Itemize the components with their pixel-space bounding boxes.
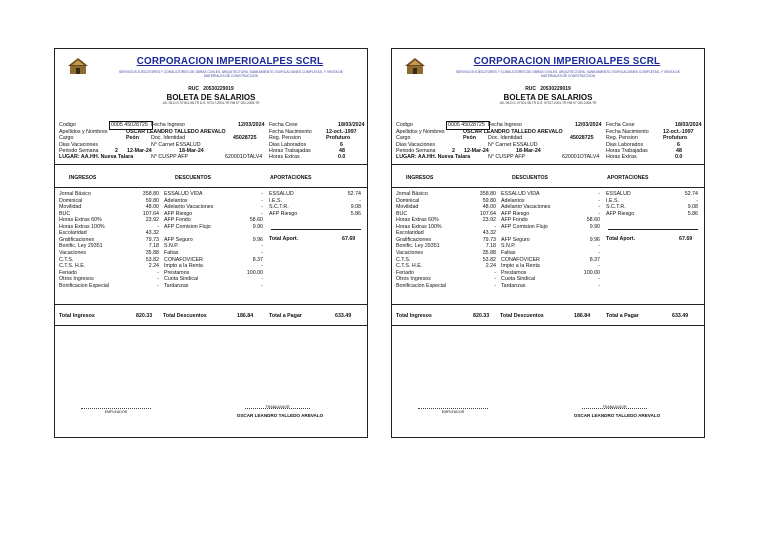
descuentos-item-value: - [598,191,600,197]
codigo-value: 0005 45028725 [111,122,148,128]
company-name: CORPORACION IMPERIOALPES SCRL [136,56,324,67]
ingresos-heading: INGRESOS [69,175,97,181]
fecha-cese-value: 18/03/2024 [675,122,702,128]
employer-signature-line [81,408,151,409]
descuentos-item-label: AFP Riesgo [164,210,193,217]
ingresos-item-label: Dominical [396,197,420,204]
aportaciones-item-value: 5.86 [350,210,361,217]
descuentos-item-label: AFP Fondo [164,217,191,224]
apellidos-label: Apellidos y Nombres [396,129,445,135]
totals-divider-bottom [392,325,704,326]
ingresos-item-label: C.T.S. [59,256,74,263]
descuentos-item-value: - [598,197,600,204]
ingresos-item-label: Otros Ingresos [396,276,431,283]
ingresos-item-value: 79.73 [482,236,496,243]
employee-name: OSCAR LEANDRO TALLEDO AREVALO [126,129,226,135]
ingresos-item-value: 53.82 [145,256,159,263]
periodo-num: 2 [452,148,455,154]
ingresos-item-value: 43.32 [482,230,496,237]
descuentos-item-value: 8.37 [252,256,263,263]
fecha-nac-label: Fecha Nacimiento [606,129,649,135]
aportaciones-item-value: 9.08 [687,204,698,211]
descuentos-item-value: - [261,243,263,250]
total-descuentos-label: Total Descuentos [163,313,207,319]
total-aport-value: 67.69 [342,236,356,242]
header-divider-bottom [392,187,704,188]
ingresos-item-value: - [157,282,159,289]
ruc-line [55,87,367,93]
ingresos-item-label: Vacaciones [59,249,86,256]
aportaciones-item-label: AFP Riesgo [606,210,635,217]
document-title: BOLETA DE SALARIOS [503,93,593,102]
horas-trabajadas-value: 48 [676,148,682,154]
salary-slip-copy [391,48,705,438]
aportaciones-item-value: 5.86 [687,210,698,217]
ingresos-item-label: Feriado [59,269,77,276]
descuentos-item-value: - [261,210,263,217]
employer-signature-label: EMPLEADOR [441,410,465,414]
total-descuentos-label: Total Descuentos [500,313,544,319]
descuentos-heading: DESCUENTOS [175,175,211,181]
periodo-hasta: 18-Mar-24 [516,148,541,154]
aportaciones-item-label: I.E.S. [606,197,619,204]
total-descuentos-value: 186.84 [574,313,591,319]
aportaciones-item-value: 52.74 [347,191,361,197]
dias-laborados-label: Dias Laborados [606,142,644,148]
total-ingresos-label: Total Ingresos [59,313,95,319]
descuentos-item-label: Tardanzas [164,282,189,289]
doc-identidad-label: Doc. Identidad [151,135,186,141]
company-logo [67,57,89,75]
worker-signature-name: OSCAR LEANDRO TALLEDO AREVALO [573,413,661,418]
cargo-label: Cargo [59,135,74,141]
ingresos-item-label: Escolaridad [396,230,424,237]
horas-trabajadas-label: Horas Trabajadas [269,148,311,154]
ingresos-item-label: C.T.S. H.E. [59,263,86,270]
aportaciones-item-label: S.C.T.R. [269,204,289,211]
employer-signature-line [418,408,488,409]
total-aport-label: Total Aport. [606,236,636,242]
cuspp-value: 620001OTALV4 [225,154,263,160]
aportaciones-item-label: ESSALUD [269,191,294,197]
descuentos-item-value: - [261,204,263,211]
descuentos-item-label: AFP Fondo [501,217,528,224]
ingresos-item-label: Bonificacion Especial [59,282,110,289]
descuentos-item-label: Prestamos [501,269,527,276]
aport-total-rule [271,229,361,230]
ingresos-item-label: Movilidad [396,204,419,211]
essalud-label: N° Carnet ESSALUD [488,142,538,148]
ruc-line [392,87,704,93]
descuentos-item-value: - [598,243,600,250]
ingresos-item-value: 35.88 [145,249,159,256]
horas-extras-label: Horas Extras [606,154,637,160]
vacaciones-label: Dias Vacaciones [59,142,99,148]
aportaciones-item-value: 9.08 [350,204,361,211]
document-title: BOLETA DE SALARIOS [166,93,256,102]
descuentos-item-label: ESSALUD VIDA [164,191,203,197]
ingresos-item-value: 107.64 [142,210,159,217]
descuentos-item-value: - [598,276,600,283]
dias-laborados-label: Dias Laborados [269,142,307,148]
aportaciones-item-label: ESSALUD [606,191,631,197]
descuentos-item-value: 8.37 [589,256,600,263]
ingresos-item-value: - [494,276,496,283]
ingresos-item-value: 358.80 [479,191,496,197]
codigo-label: Codigo [396,122,413,128]
horas-extras-value: 0.0 [338,154,346,160]
ruc-value: 20530229019 [203,86,234,92]
fecha-ingreso-label: Fecha Ingreso [151,122,185,128]
cargo-value: Peón [126,135,139,141]
descuentos-item-value: 9.90 [252,223,263,230]
fecha-nac-value: 12-oct.-1997 [326,129,357,135]
total-pagar-label: Total a Pagar [606,313,639,319]
vacaciones-label: Dias Vacaciones [396,142,436,148]
periodo-desde: 12-Mar-24 [464,148,489,154]
legal-references: AS. 05-D.S. N°001-98-TR D.S. N°017-2001-TR RM N° 020-2008-TR [162,101,260,105]
aportaciones-item-value: 52.74 [684,191,698,197]
descuentos-item-label: AFP Seguro [501,236,530,243]
ingresos-item-label: Dominical [59,197,83,204]
ingresos-item-value: - [157,269,159,276]
descuentos-item-label: Faltas [164,249,179,256]
codigo-label: Codigo [59,122,76,128]
ingresos-item-label: BUC [59,210,71,217]
ingresos-item-label: Jornal Básico [396,191,428,197]
periodo-desde: 12-Mar-24 [127,148,152,154]
descuentos-item-value: 9.90 [589,223,600,230]
ingresos-item-value: 2.24 [485,263,496,270]
aportaciones-item-value: - [359,197,361,204]
fecha-ingreso-value: 12/03/2024 [575,122,602,128]
total-pagar-value: 633.49 [672,313,689,319]
descuentos-item-value: 9.96 [252,236,263,243]
descuentos-item-label: AFP Seguro [164,236,193,243]
descuentos-item-label: AFP Comision Flujo [164,223,211,230]
ingresos-item-value: 48.00 [482,204,496,211]
ingresos-item-value: - [494,269,496,276]
ingresos-item-label: Feriado [396,269,414,276]
worker-signature-label: TRABAJADOR [265,405,290,409]
apellidos-label: Apellidos y Nombres [59,129,108,135]
descuentos-item-value: - [261,276,263,283]
ingresos-item-label: Otros Ingresos [59,276,94,283]
ingresos-item-value: 358.80 [142,191,159,197]
ingresos-item-label: Bonificacion Especial [396,282,447,289]
company-name: CORPORACION IMPERIOALPES SCRL [473,56,661,67]
cargo-label: Cargo [396,135,411,141]
periodo-label: Periodo Semana [59,148,99,154]
descuentos-item-value: - [261,282,263,289]
horas-trabajadas-value: 48 [339,148,345,154]
total-pagar-value: 633.49 [335,313,352,319]
ingresos-item-value: 48.00 [145,204,159,211]
ingresos-item-label: C.T.S. [396,256,411,263]
ingresos-item-value: - [157,276,159,283]
dias-laborados-value: 6 [340,142,343,148]
ruc-value: 20530229019 [540,86,571,92]
descuentos-item-value: - [598,282,600,289]
descuentos-item-label: Adelantos [164,197,188,204]
descuentos-item-label: Adelanto Vacaciones [501,204,551,211]
fecha-cese-label: Fecha Cese [606,122,635,128]
employee-name: OSCAR LEANDRO TALLEDO AREVALO [463,129,563,135]
aportaciones-item-label: AFP Riesgo [269,210,298,217]
descuentos-item-label: CONAFOVICER [501,256,540,263]
ruc-label: RUC [525,86,537,92]
ingresos-heading: INGRESOS [406,175,434,181]
cuspp-label: N° CUSPP AFP [488,154,526,160]
salary-slip-original [54,48,368,438]
worker-signature-label: TRABAJADOR [602,405,627,409]
doc-identidad-value: 45028725 [233,135,257,141]
dias-laborados-value: 6 [677,142,680,148]
horas-trabajadas-label: Horas Trabajadas [606,148,648,154]
descuentos-item-label: ESSALUD VIDA [501,191,540,197]
descuentos-item-value: - [598,204,600,211]
reg-pension-label: Reg. Pension [269,135,301,141]
ingresos-item-label: Movilidad [59,204,82,211]
totals-divider-bottom [55,325,367,326]
essalud-label: N° Carnet ESSALUD [151,142,201,148]
descuentos-item-value: - [261,263,263,270]
descuentos-item-label: Tardanzas [501,282,526,289]
cuspp-label: N° CUSPP AFP [151,154,189,160]
descuentos-item-label: Adelantos [501,197,525,204]
aport-total-rule [608,229,698,230]
descuentos-item-label: AFP Riesgo [501,210,530,217]
ingresos-item-value: - [494,223,496,230]
descuentos-item-label: Faltas [501,249,516,256]
reg-pension-label: Reg. Pension [606,135,638,141]
header-divider-top [392,164,704,165]
company-tagline: SERVICIOS EJECUTORES Y CONSULTORES DE OBRAS CIVILES, ARQUITECTURA, SANEAMIENTO, EDIFICACIONES COMPLETAS, Y VENTA DE MATERIALES DE CONSTRUCCION [456,70,680,79]
header-divider-top [55,164,367,165]
ingresos-item-value: 79.73 [145,236,159,243]
aportaciones-heading: APORTACIONES [270,175,312,181]
employer-signature-label: EMPLEADOR [104,410,128,414]
aportaciones-item-value: - [696,197,698,204]
descuentos-item-value: - [261,197,263,204]
fecha-nac-label: Fecha Nacimiento [269,129,312,135]
descuentos-item-value: - [261,191,263,197]
descuentos-item-value: - [261,249,263,256]
lugar-label: LUGAR: AA.HH. Nueva Talara [59,154,134,160]
totals-divider [392,304,704,305]
ingresos-item-value: 53.82 [482,256,496,263]
ingresos-item-label: Horas Extras 100% [396,223,442,230]
cuspp-value: 620001OTALV4 [562,154,600,160]
ruc-label: RUC [188,86,200,92]
ingresos-item-value: 7.18 [148,243,159,250]
ingresos-item-label: Horas Extras 100% [59,223,105,230]
fecha-ingreso-label: Fecha Ingreso [488,122,522,128]
ingresos-item-label: BUC [396,210,408,217]
header-divider-bottom [55,187,367,188]
ingresos-item-label: Bonific. Ley 29351 [59,243,103,250]
periodo-label: Periodo Semana [396,148,436,154]
ingresos-item-label: Horas Extras 60% [59,217,102,224]
horas-extras-label: Horas Extras [269,154,300,160]
periodo-num: 2 [115,148,118,154]
ingresos-item-label: Escolaridad [59,230,87,237]
ingresos-item-value: 59.80 [482,197,496,204]
ingresos-item-value: 43.32 [145,230,159,237]
ingresos-item-label: Vacaciones [396,249,423,256]
ingresos-item-value: 23.92 [482,217,496,224]
descuentos-item-label: Impto a la Renta [501,263,540,270]
descuentos-item-label: AFP Comision Flujo [501,223,548,230]
total-aport-value: 67.69 [679,236,693,242]
ingresos-item-value: 35.88 [482,249,496,256]
ingresos-item-value: - [157,223,159,230]
ingresos-item-label: Jornal Básico [59,191,91,197]
descuentos-item-label: Cuota Sindical [501,276,536,283]
horas-extras-value: 0.0 [675,154,683,160]
ingresos-item-label: Gratificaciones [396,236,432,243]
descuentos-item-value: - [598,210,600,217]
ingresos-item-value: 2.24 [148,263,159,270]
company-logo [404,57,426,75]
legal-references: AS. 05-D.S. N°001-98-TR D.S. N°017-2001-TR RM N° 020-2008-TR [499,101,597,105]
total-ingresos-value: 820.33 [136,313,153,319]
cargo-value: Peón [463,135,476,141]
descuentos-item-label: Impto a la Renta [164,263,203,270]
descuentos-item-value: - [598,263,600,270]
descuentos-item-label: Prestamos [164,269,190,276]
fecha-nac-value: 12-oct.-1997 [663,129,694,135]
ingresos-item-value: 59.80 [145,197,159,204]
aportaciones-item-label: I.E.S. [269,197,282,204]
codigo-value: 0005 45028725 [448,122,485,128]
lugar-label: LUGAR: AA.HH. Nueva Talara [396,154,471,160]
descuentos-item-value: 100.00 [583,269,600,276]
descuentos-item-label: S.N.P. [164,243,179,250]
doc-identidad-label: Doc. Identidad [488,135,523,141]
reg-pension-value: Profuturo [663,135,688,141]
doc-identidad-value: 45028725 [570,135,594,141]
total-ingresos-value: 820.33 [473,313,490,319]
ingresos-item-value: 107.64 [479,210,496,217]
periodo-hasta: 18-Mar-24 [179,148,204,154]
worker-signature-name: OSCAR LEANDRO TALLEDO AREVALO [236,413,324,418]
descuentos-heading: DESCUENTOS [512,175,548,181]
aportaciones-item-label: S.C.T.R. [606,204,626,211]
descuentos-item-label: Adelanto Vacaciones [164,204,214,211]
total-ingresos-label: Total Ingresos [396,313,432,319]
total-pagar-label: Total a Pagar [269,313,302,319]
descuentos-item-label: CONAFOVICER [164,256,203,263]
descuentos-item-value: - [598,249,600,256]
aportaciones-heading: APORTACIONES [607,175,649,181]
fecha-cese-value: 18/03/2024 [338,122,365,128]
total-descuentos-value: 186.84 [237,313,254,319]
descuentos-item-label: S.N.P. [501,243,516,250]
descuentos-item-value: 58.60 [249,217,263,224]
totals-divider [55,304,367,305]
ingresos-item-value: 7.18 [485,243,496,250]
company-tagline: SERVICIOS EJECUTORES Y CONSULTORES DE OBRAS CIVILES, ARQUITECTURA, SANEAMIENTO, EDIFICACIONES COMPLETAS, Y VENTA DE MATERIALES DE CONSTRUCCION [119,70,343,79]
descuentos-item-label: Cuota Sindical [164,276,199,283]
ingresos-item-value: - [494,282,496,289]
ingresos-item-value: 23.92 [145,217,159,224]
descuentos-item-value: 9.96 [589,236,600,243]
fecha-cese-label: Fecha Cese [269,122,298,128]
ingresos-item-label: Bonific. Ley 29351 [396,243,440,250]
total-aport-label: Total Aport. [269,236,299,242]
ingresos-item-label: Gratificaciones [59,236,95,243]
ingresos-item-label: Horas Extras 60% [396,217,439,224]
descuentos-item-value: 100.00 [246,269,263,276]
ingresos-item-label: C.T.S. H.E. [396,263,423,270]
fecha-ingreso-value: 12/03/2024 [238,122,265,128]
reg-pension-value: Profuturo [326,135,351,141]
descuentos-item-value: 58.60 [586,217,600,224]
